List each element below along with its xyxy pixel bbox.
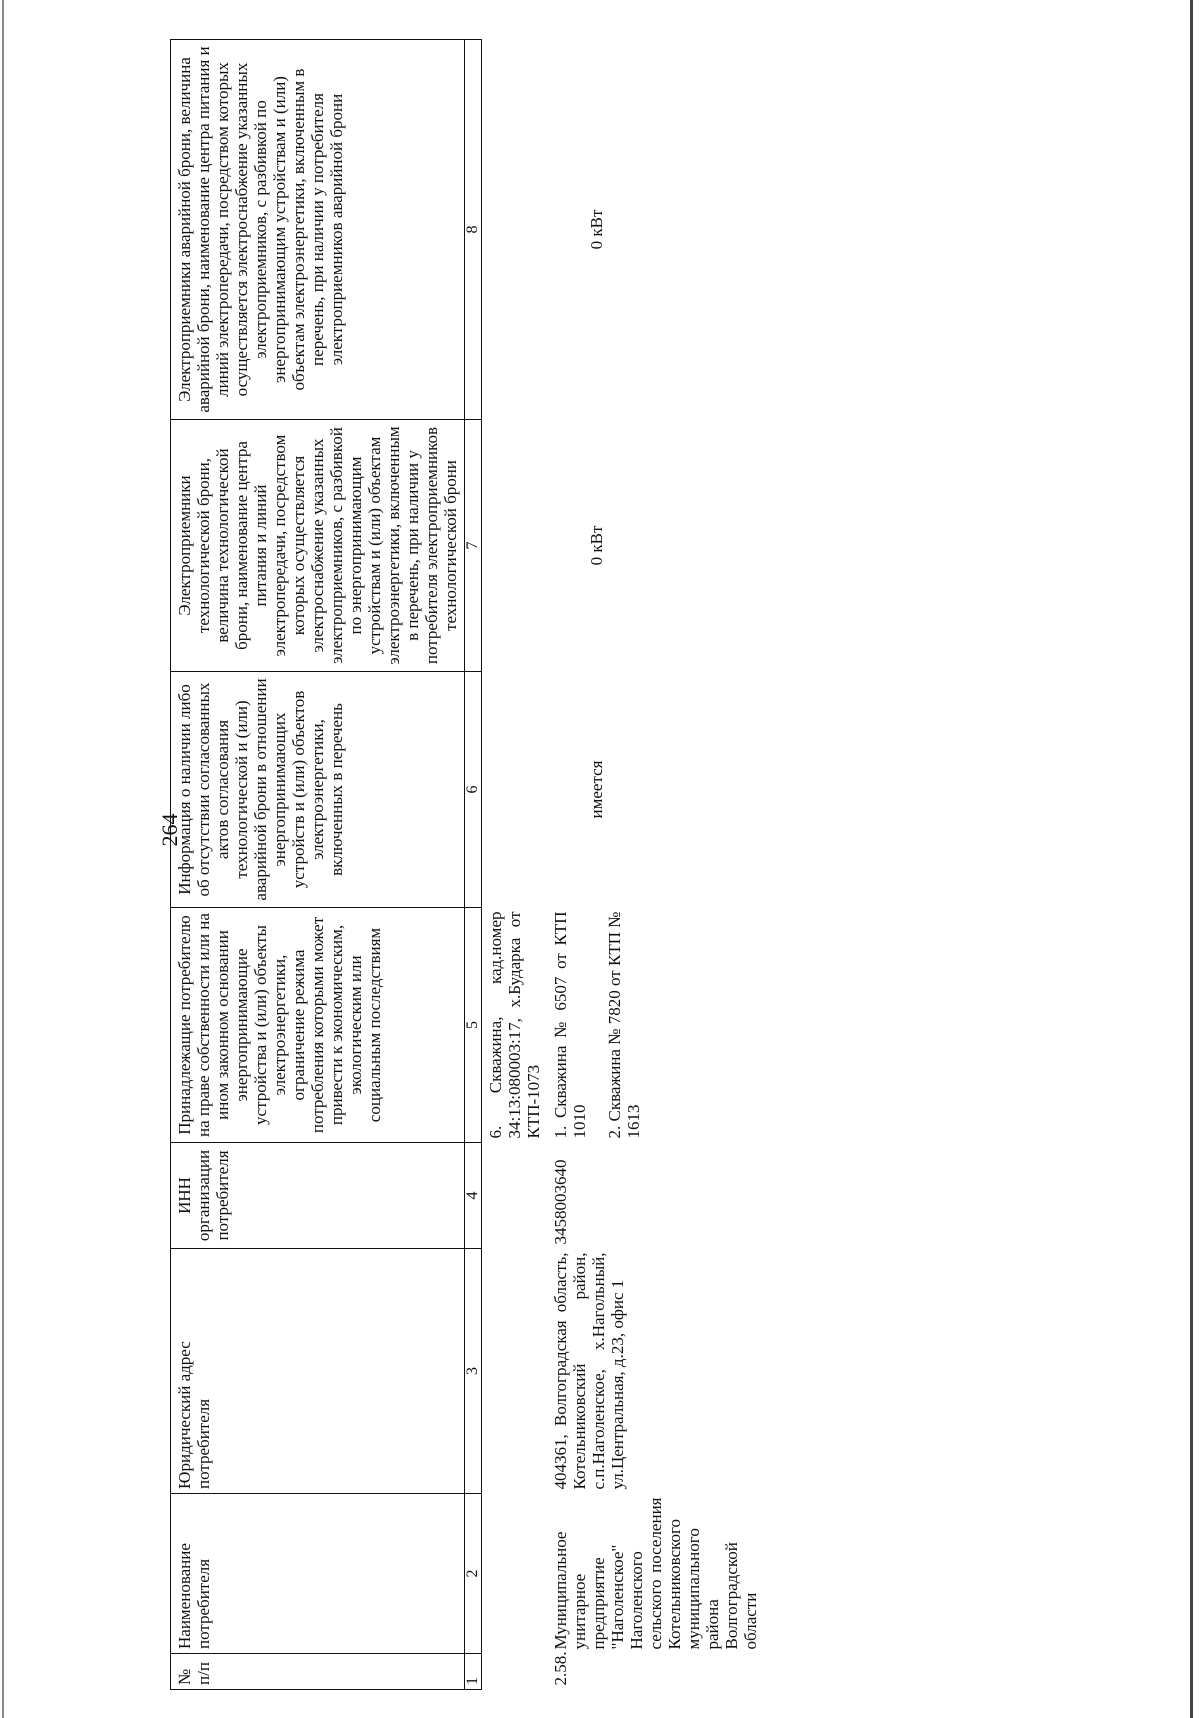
header-owned-devices: Принадлежащие потребителю на праве собственности или на ином законном основании энергопринимающие устройства и (или) объекты электроэнергетики, ограничение режима потребления которыми может привести к экономическим, экологическим или социальным последствиям	[171, 908, 465, 1143]
scan-edge-left	[2, 0, 4, 1718]
continuation-row	[482, 40, 548, 1690]
header-technological-reserve: Электроприемники технологической брони, величина технологической брони, наименование центра питания и линий электропередачи, посредством которых осуществляется электроснабжение указанных электроприемников, с разбивкой по энергопринимающим устройствам и (или) объектам электроэнергетики, включенным в перечень, при наличии у потребителя электроприемников технологической брони	[171, 420, 465, 672]
column-number: 8	[465, 40, 482, 420]
header-consumer-name: Наименование потребителя	[171, 1494, 465, 1654]
emergency-reserve-value: 0 кВт	[587, 209, 606, 250]
technological-reserve-value: 0 кВт	[587, 525, 606, 566]
continuation-object: 6. Скважина, кад.номер 34:13:080003:17, х.Бударка от КТП-1073	[486, 911, 543, 1139]
object-item: 2. Скважина № 7820 от КТП № 1613	[605, 911, 643, 1139]
objects-list	[547, 908, 764, 1143]
column-number: 7	[465, 420, 482, 672]
consumer-name: Муниципальное унитарное предприятие "Наголенское" Наголенского сельского поселения Котельниковского муниципального района Волгоградской области	[551, 1497, 760, 1650]
rotated-table-container	[170, 40, 1190, 1690]
column-number: 2	[465, 1494, 482, 1654]
agreement-status: имеется	[587, 760, 606, 819]
header-legal-address: Юридический адрес потребителя	[171, 1249, 465, 1494]
consumer-table	[170, 39, 764, 1690]
column-number: 5	[465, 908, 482, 1143]
column-number: 6	[465, 672, 482, 908]
header-number: № п/п	[171, 1654, 465, 1690]
row-number: 2.58.	[551, 1651, 570, 1686]
column-number: 4	[465, 1143, 482, 1249]
legal-address: 404361, Волгоградская область, Котельниковский район, с.п.Наголенское, х.Нагольный, ул.Центральная, д.23, офис 1	[551, 1252, 627, 1490]
object-item: 1. Скважина № 6507 от КТП 1010	[551, 911, 589, 1139]
scan-edge-right	[1190, 0, 1193, 1718]
column-number: 1	[465, 1654, 482, 1690]
header-inn: ИНН организации потребителя	[171, 1143, 465, 1249]
header-agreement-info: Информация о наличии либо об отсутствии согласованных актов согласования технологической и (или) аварийной брони в отношении энергопринимающих устройств и (или) объектов электроэнергетики, включенных в перечень	[171, 672, 465, 908]
header-emergency-reserve: Электроприемники аварийной брони, величина аварийной брони, наименование центра питания и линий электропередачи, посредством которых осуществляется электроснабжение указанных электроприемников, с разбивкой по энергопринимающим устройствам и (или) объектам электроэнергетики, включенным в перечень, при наличии у потребителя электроприемников аварийной брони	[171, 40, 465, 420]
column-number-row	[465, 40, 482, 1690]
table-header-row	[171, 40, 465, 1690]
table-row	[547, 40, 764, 1690]
column-number: 3	[465, 1249, 482, 1494]
page-number: 264	[157, 813, 182, 847]
inn-value: 3458003640	[551, 1159, 570, 1245]
